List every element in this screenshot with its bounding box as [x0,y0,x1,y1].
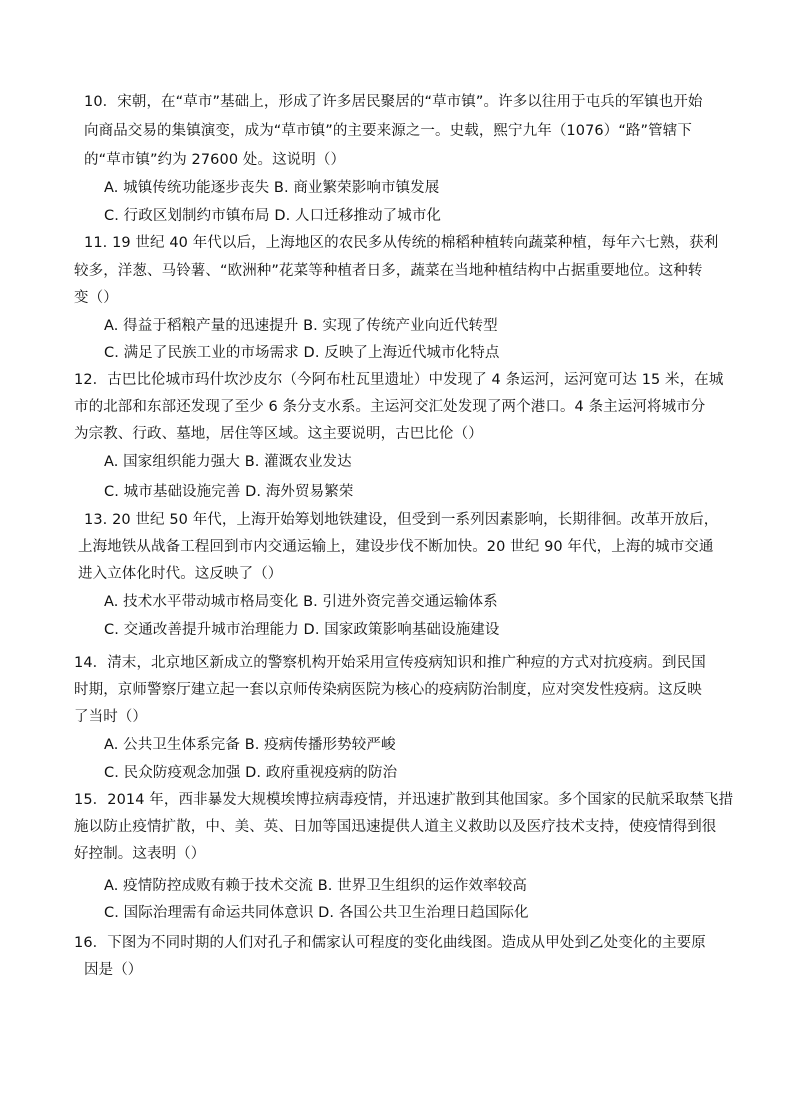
q16-line-1: 16．下图为不同时期的人们对孔子和儒家认可程度的变化曲线图。造成从甲处到乙处变化的主要原 [74,935,706,951]
q13-option-ab: A. 技术水平带动城市格局变化 B. 引进外资完善交通运输体系 [104,594,498,610]
q10-line-1: 10．宋朝，在“草市”基础上，形成了许多居民聚居的“草市镇”。许多以往用于屯兵的军镇也开始 [84,94,703,110]
q11-line-1: 11. 19 世纪 40 年代以后，上海地区的农民多从传统的棉稻种植转向蔬菜种植，每年六七熟，获利 [84,235,719,251]
q15-line-3: 好控制。这表明（） [74,846,206,862]
q14-option-ab: A. 公共卫生体系完备 B. 疫病传播形势较严峻 [104,737,396,753]
q15-line-2: 施以防止疫情扩散，中、美、英、日加等国迅速提供人道主义救助以及医疗技术支持，使疫情得到很 [74,819,717,835]
q12-option-ab: A. 国家组织能力强大 B. 灌溉农业发达 [104,454,352,470]
q14-line-3: 了当时（） [74,709,147,725]
q12-line-1: 12．古巴比伦城市玛什坎沙皮尔（今阿布杜瓦里遗址）中发现了 4 条运河，运河宽可达 15 米，在城 [74,372,724,388]
q15-option-cd: C. 国际治理需有命运共同体意识 D. 各国公共卫生治理日趋国际化 [104,905,529,921]
q11-line-2: 较多，洋葱、马铃薯、“欧洲种”花菜等种植者日多，蔬菜在当地种植结构中占据重要地位。这种转 [74,263,703,279]
q11-line-3: 变（） [74,290,118,306]
q13-line-1: 13. 20 世纪 50 年代，上海开始筹划地铁建设，但受到一系列因素影响，长期徘徊。改革开放后， [84,512,719,528]
q15-option-ab: A. 疫情防控成败有赖于技术交流 B. 世界卫生组织的运作效率较高 [104,878,527,894]
q10-line-2: 向商品交易的集镇演变，成为“草市镇”的主要来源之一。史载，熙宁九年（1076）“路”管辖下 [84,123,692,139]
q10-option-ab: A. 城镇传统功能逐步丧失 B. 商业繁荣影响市镇发展 [104,180,440,196]
q12-line-3: 为宗教、行政、墓地，居住等区域。这主要说明，古巴比伦（） [74,426,483,442]
q14-line-1: 14．清末，北京地区新成立的警察机构开始采用宣传疫病知识和推广种痘的方式对抗疫病。到民国 [74,655,706,671]
q10-line-3: 的“草市镇”约为 27600 处。这说明（） [84,152,346,168]
q13-line-3: 进入立体化时代。这反映了（） [78,566,283,582]
q14-line-2: 时期，京师警察厅建立起一套以京师传染病医院为核心的疫病防治制度，应对突发性疫病。这反映 [74,682,702,698]
q15-line-1: 15．2014 年，西非暴发大规模埃博拉病毒疫情，并迅速扩散到其他国家。多个国家的民航采取禁飞措 [74,792,734,808]
q11-option-cd: C. 满足了民族工业的市场需求 D. 反映了上海近代城市化特点 [104,345,500,361]
q13-line-2: 上海地铁从战备工程回到市内交通运输上，建设步伐不断加快。20 世纪 90 年代，上海的城市交通 [78,539,714,555]
q13-option-cd: C. 交通改善提升城市治理能力 D. 国家政策影响基础设施建设 [104,622,500,638]
q12-line-2: 市的北部和东部还发现了至少 6 条分支水系。主运河交汇处发现了两个港口。4 条主运河将城市分 [74,399,706,415]
q10-option-cd: C. 行政区划制约市镇布局 D. 人口迁移推动了城市化 [104,208,442,224]
q11-option-ab: A. 得益于稻粮产量的迅速提升 B. 实现了传统产业向近代转型 [104,318,498,334]
q12-option-cd: C. 城市基础设施完善 D. 海外贸易繁荣 [104,484,354,500]
q14-option-cd: C. 民众防疫观念加强 D. 政府重视疫病的防治 [104,765,398,781]
q16-line-2: 因是（） [84,962,143,978]
